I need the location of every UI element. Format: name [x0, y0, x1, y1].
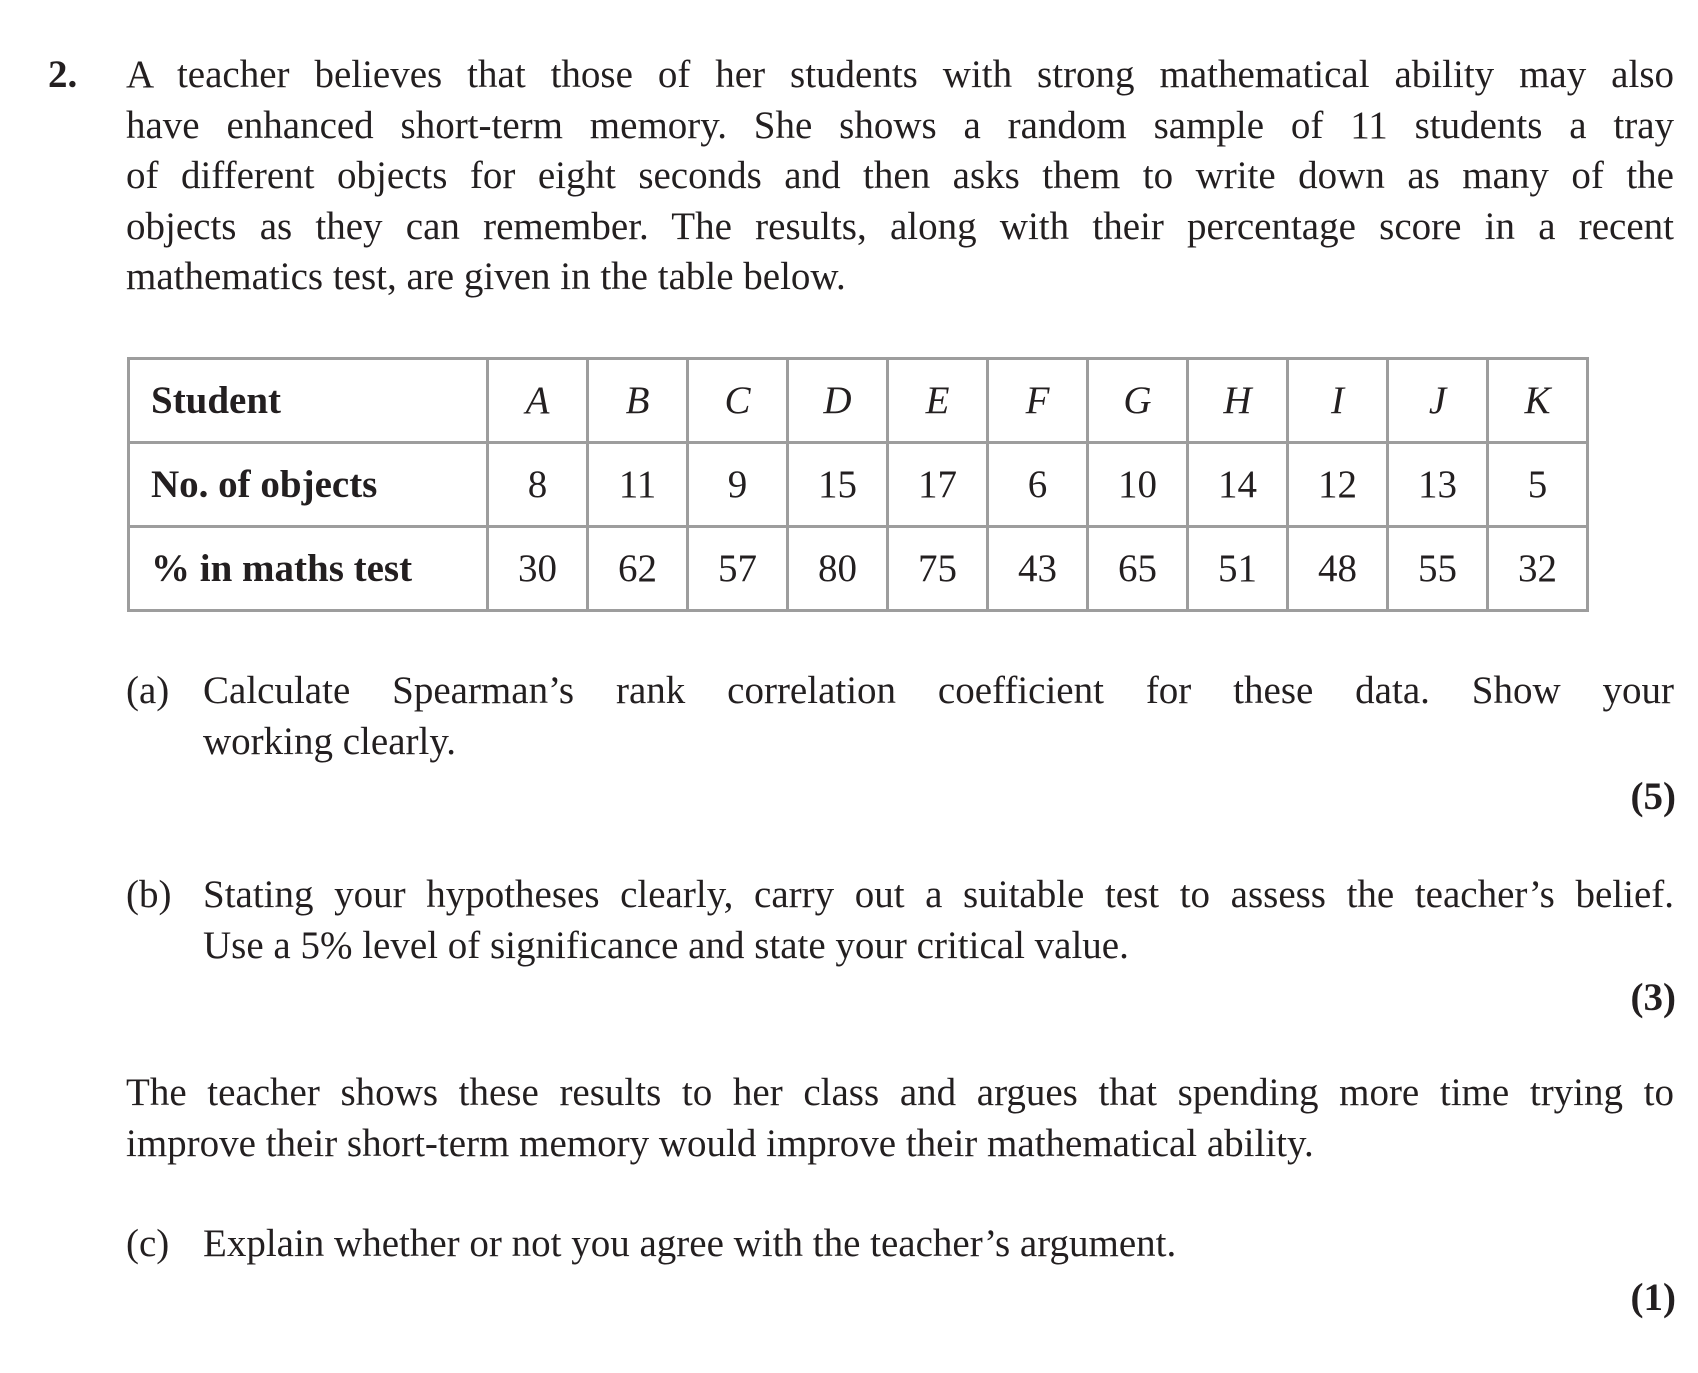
student-cell: J	[1388, 359, 1488, 443]
objects-cell: 14	[1188, 443, 1288, 527]
maths-cell: 55	[1388, 527, 1488, 611]
part-a	[126, 666, 1674, 776]
objects-cell: 9	[688, 443, 788, 527]
objects-cell: 10	[1088, 443, 1188, 527]
maths-cell: 75	[888, 527, 988, 611]
student-cell: I	[1288, 359, 1388, 443]
stem-line: have enhanced short-term memory. She shows a random sample of 11 students a tray	[126, 103, 1674, 147]
maths-cell: 48	[1288, 527, 1388, 611]
student-cell: E	[888, 359, 988, 443]
student-cell: G	[1088, 359, 1188, 443]
part-a-marks: (5)	[1630, 775, 1676, 818]
objects-cell: 6	[988, 443, 1088, 527]
stem-line: mathematics test, are given in the table below.	[126, 255, 846, 298]
maths-cell: 57	[688, 527, 788, 611]
row-header-maths: % in maths test	[129, 527, 488, 611]
maths-cell: 30	[488, 527, 588, 611]
student-row	[129, 359, 1588, 443]
part-c-line: Explain whether or not you agree with the teacher’s argument.	[203, 1222, 1177, 1265]
part-c-marks: (1)	[1630, 1276, 1676, 1319]
objects-cell: 13	[1388, 443, 1488, 527]
student-cell: H	[1188, 359, 1288, 443]
row-header-student: Student	[129, 359, 488, 443]
student-cell: D	[788, 359, 888, 443]
stem-line: of different objects for eight seconds and then asks them to write down as many of the	[126, 154, 1674, 197]
paragraph-line: The teacher shows these results to her class and argues that spending more time trying to	[126, 1071, 1674, 1114]
argument-paragraph	[126, 1068, 1674, 1169]
maths-cell: 32	[1488, 527, 1588, 611]
part-c	[126, 1219, 1674, 1279]
question-number: 2.	[48, 53, 78, 96]
part-b-label: (b)	[126, 873, 172, 916]
stem-line: A teacher believes that those of her students with strong mathematical ability may also	[126, 53, 1674, 96]
part-a-line: working clearly.	[203, 719, 457, 763]
student-cell: A	[488, 359, 588, 443]
row-header-objects: No. of objects	[129, 443, 488, 527]
maths-cell: 62	[588, 527, 688, 611]
student-cell: F	[988, 359, 1088, 443]
objects-cell: 8	[488, 443, 588, 527]
objects-cell: 11	[588, 443, 688, 527]
maths-row	[129, 527, 1588, 611]
data-table	[127, 357, 1589, 612]
part-b-line: Stating your hypotheses clearly, carry out a suitable test to assess the teacher’s belief.	[203, 873, 1674, 916]
objects-cell: 15	[788, 443, 888, 527]
student-cell: C	[688, 359, 788, 443]
part-c-label: (c)	[126, 1222, 170, 1265]
question-stem	[126, 50, 1674, 303]
objects-cell: 17	[888, 443, 988, 527]
part-a-line: Calculate Spearman’s rank correlation coefficient for these data. Show your	[203, 669, 1674, 712]
maths-cell: 51	[1188, 527, 1288, 611]
part-b-line: Use a 5% level of significance and state your critical value.	[203, 923, 1129, 967]
maths-cell: 43	[988, 527, 1088, 611]
maths-cell: 65	[1088, 527, 1188, 611]
part-b	[126, 870, 1674, 980]
objects-cell: 5	[1488, 443, 1588, 527]
part-b-marks: (3)	[1630, 976, 1676, 1019]
student-cell: B	[588, 359, 688, 443]
student-cell: K	[1488, 359, 1588, 443]
stem-line: objects as they can remember. The results, along with their percentage score in a recent	[126, 204, 1674, 248]
part-a-label: (a)	[126, 669, 170, 712]
maths-cell: 80	[788, 527, 888, 611]
paragraph-line: improve their short-term memory would improve their mathematical ability.	[126, 1121, 1314, 1165]
objects-cell: 12	[1288, 443, 1388, 527]
objects-row	[129, 443, 1588, 527]
